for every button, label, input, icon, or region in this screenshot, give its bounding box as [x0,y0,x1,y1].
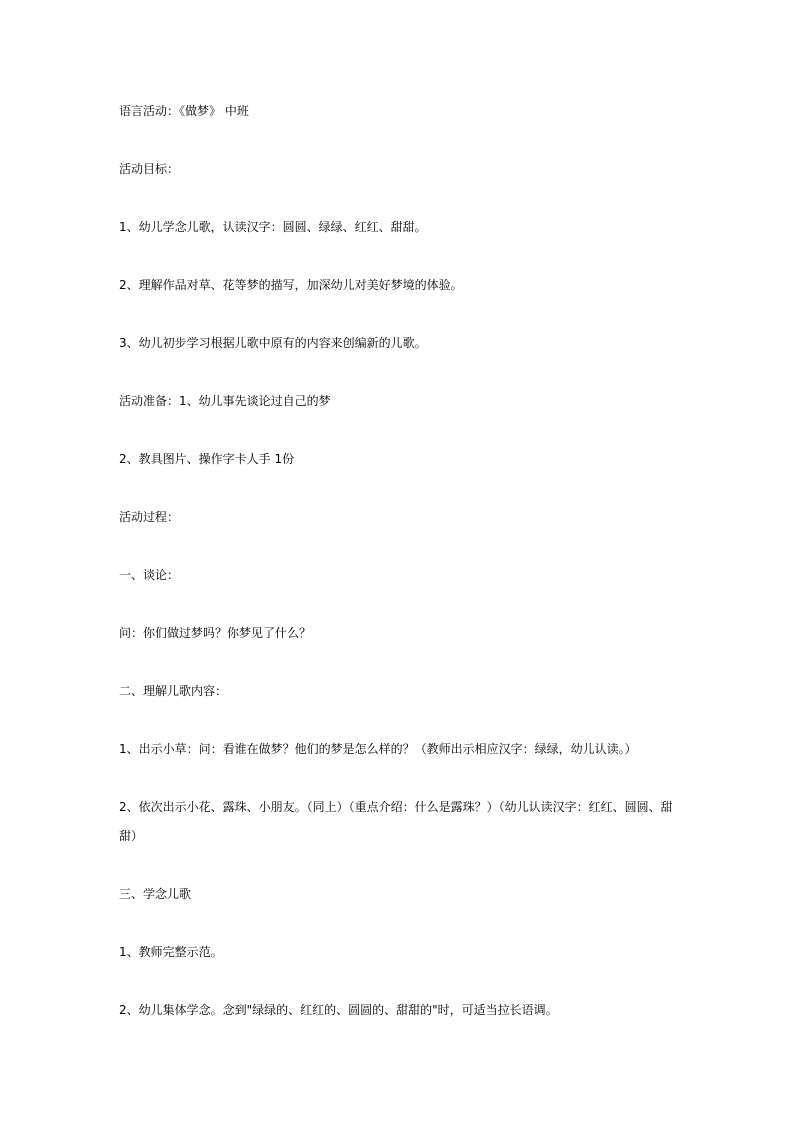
document-title: 语言活动：《做梦》 中班 [119,104,249,118]
objective-item-2: 2、理解作品对草、花等梦的描写，加深幼儿对美好梦境的体验。 [119,278,463,292]
preparation-item-1: 活动准备：1、幼儿事先谈论过自己的梦 [119,394,331,408]
section-2-step-1: 1、出示小草：问：看谁在做梦？他们的梦是怎么样的？（教师出示相应汉字：绿绿，幼儿认读。） [119,742,637,756]
section-3-heading: 三、学念儿歌 [119,887,192,901]
section-3-step-2: 2、幼儿集体学念。念到"绿绿的、红红的、圆圆的、甜甜的"时，可适当拉长语调。 [119,1003,558,1017]
section-2-heading: 二、理解儿歌内容： [119,684,228,698]
section-1-heading: 一、谈论： [119,568,180,582]
objective-item-3: 3、幼儿初步学习根据儿歌中原有的内容来创编新的儿歌。 [119,336,427,350]
process-heading: 活动过程： [119,510,180,524]
preparation-item-2: 2、教具图片、操作字卡人手 1份 [119,452,295,466]
section-1-question: 问：你们做过梦吗？你梦见了什么？ [119,626,312,640]
objective-item-1: 1、幼儿学念儿歌，认读汉字：圆圆、绿绿、红红、甜甜。 [119,220,427,234]
section-2-step-2: 2、依次出示小花、露珠、小朋友。（同上）（重点介绍：什么是露珠？）（幼儿认读汉字：红红、圆圆、甜甜） [119,800,673,843]
objectives-heading: 活动目标： [119,162,180,176]
section-3-step-1: 1、教师完整示范。 [119,945,223,959]
